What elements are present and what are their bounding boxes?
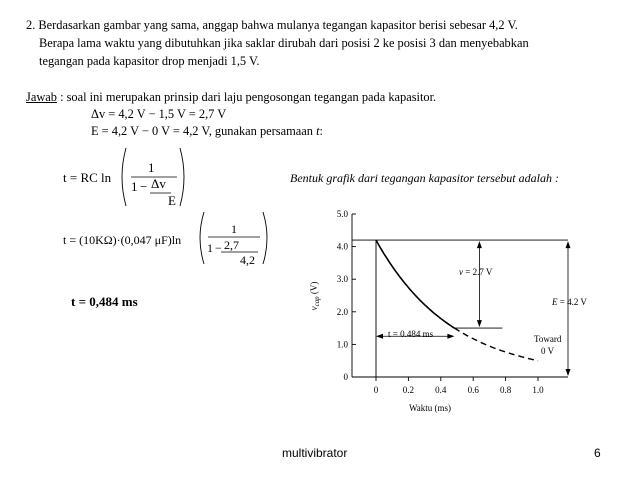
toward-label-line2: 0 V: [541, 346, 555, 356]
y-tick-label: 3.0: [336, 274, 348, 285]
formula-1-one: 1: [131, 179, 138, 194]
x-tick-label: 0.4: [435, 385, 447, 395]
formula-2-frac-num: 2,7: [224, 238, 239, 252]
toward-label-line1: Toward: [534, 334, 562, 344]
footer-title: multivibrator: [282, 446, 348, 460]
delta-v-annotation: v = 2.7 V: [459, 267, 493, 277]
y-axis-label: $v_{cap}$ (V): [309, 281, 321, 311]
source-arrow-head: [566, 241, 571, 248]
question-line-3: tegangan pada kapasitor drop menjadi 1,5 V.: [39, 54, 260, 68]
e-line-text: E = 4,2 V − 0 V = 4,2 V, gunakan persamaan: [91, 124, 317, 138]
decay-curve-solid: [376, 240, 454, 328]
y-tick-label: 2.0: [336, 306, 348, 317]
x-tick-label: 0: [373, 385, 379, 395]
decay-curve-dashed: [454, 328, 538, 361]
x-axis-label: Waktu (ms): [408, 403, 452, 413]
formula-2-one: 1: [207, 241, 213, 255]
formula-1-numerator: 1: [148, 160, 155, 175]
page-number: 6: [594, 446, 601, 460]
x-tick-label: 1.0: [532, 385, 544, 395]
y-tick-label: 4.0: [336, 241, 348, 252]
formula-2-numerator: 1: [231, 222, 237, 236]
answer-intro-text: : soal ini merupakan prinsip dari laju pengosongan tegangan pada kapasitor.: [56, 90, 437, 104]
delta-v-arrow-head: [477, 241, 482, 248]
formula-2-lhs: t = (10KΩ)·(0,047 μF)ln: [63, 233, 182, 247]
y-tick-label: 1.0: [336, 339, 348, 350]
delta-v-line: Δv = 4,2 V − 1,5 V = 2,7 V: [91, 107, 227, 121]
x-tick-label: 0.6: [467, 385, 479, 395]
y-tick-label: 5.0: [336, 209, 348, 219]
formula-1-frac-num: Δv: [151, 176, 166, 191]
formula-2-frac-den: 4,2: [240, 253, 255, 267]
answer-label: Jawab: [26, 90, 57, 104]
time-arrow-head: [376, 334, 383, 339]
x-tick-label: 0.2: [402, 385, 415, 395]
formula-2-minus: −: [215, 241, 222, 255]
result: t = 0,484 ms: [71, 294, 138, 309]
formula-1-frac-den: E: [168, 193, 176, 208]
y-tick-label: 0: [343, 372, 348, 382]
question-line-2: Berapa lama waktu yang dibutuhkan jika saklar dirubah dari posisi 2 ke posisi 3 dan menyebabkan: [39, 36, 529, 50]
formula-1-minus: −: [140, 179, 148, 194]
source-arrow-head: [566, 369, 571, 376]
time-annotation: t = 0.484 ms: [388, 329, 434, 339]
e-line-colon: :: [319, 124, 323, 138]
graph-caption: Bentuk grafik dari tegangan kapasitor tersebut adalah :: [290, 171, 559, 185]
time-arrow-head: [447, 334, 454, 339]
formula-1-lhs: t = RC ln: [63, 170, 112, 185]
delta-v-arrow-head: [477, 320, 482, 327]
source-annotation: E = 4.2 V: [552, 297, 587, 307]
x-tick-label: 0.8: [499, 385, 512, 395]
question-line-1: 2. Berdasarkan gambar yang sama, anggap bahwa mulanya tegangan kapasitor berisi sebesar 4,2 V.: [26, 18, 518, 32]
chart-axes: [352, 214, 568, 377]
e-line-var: t: [316, 124, 320, 138]
